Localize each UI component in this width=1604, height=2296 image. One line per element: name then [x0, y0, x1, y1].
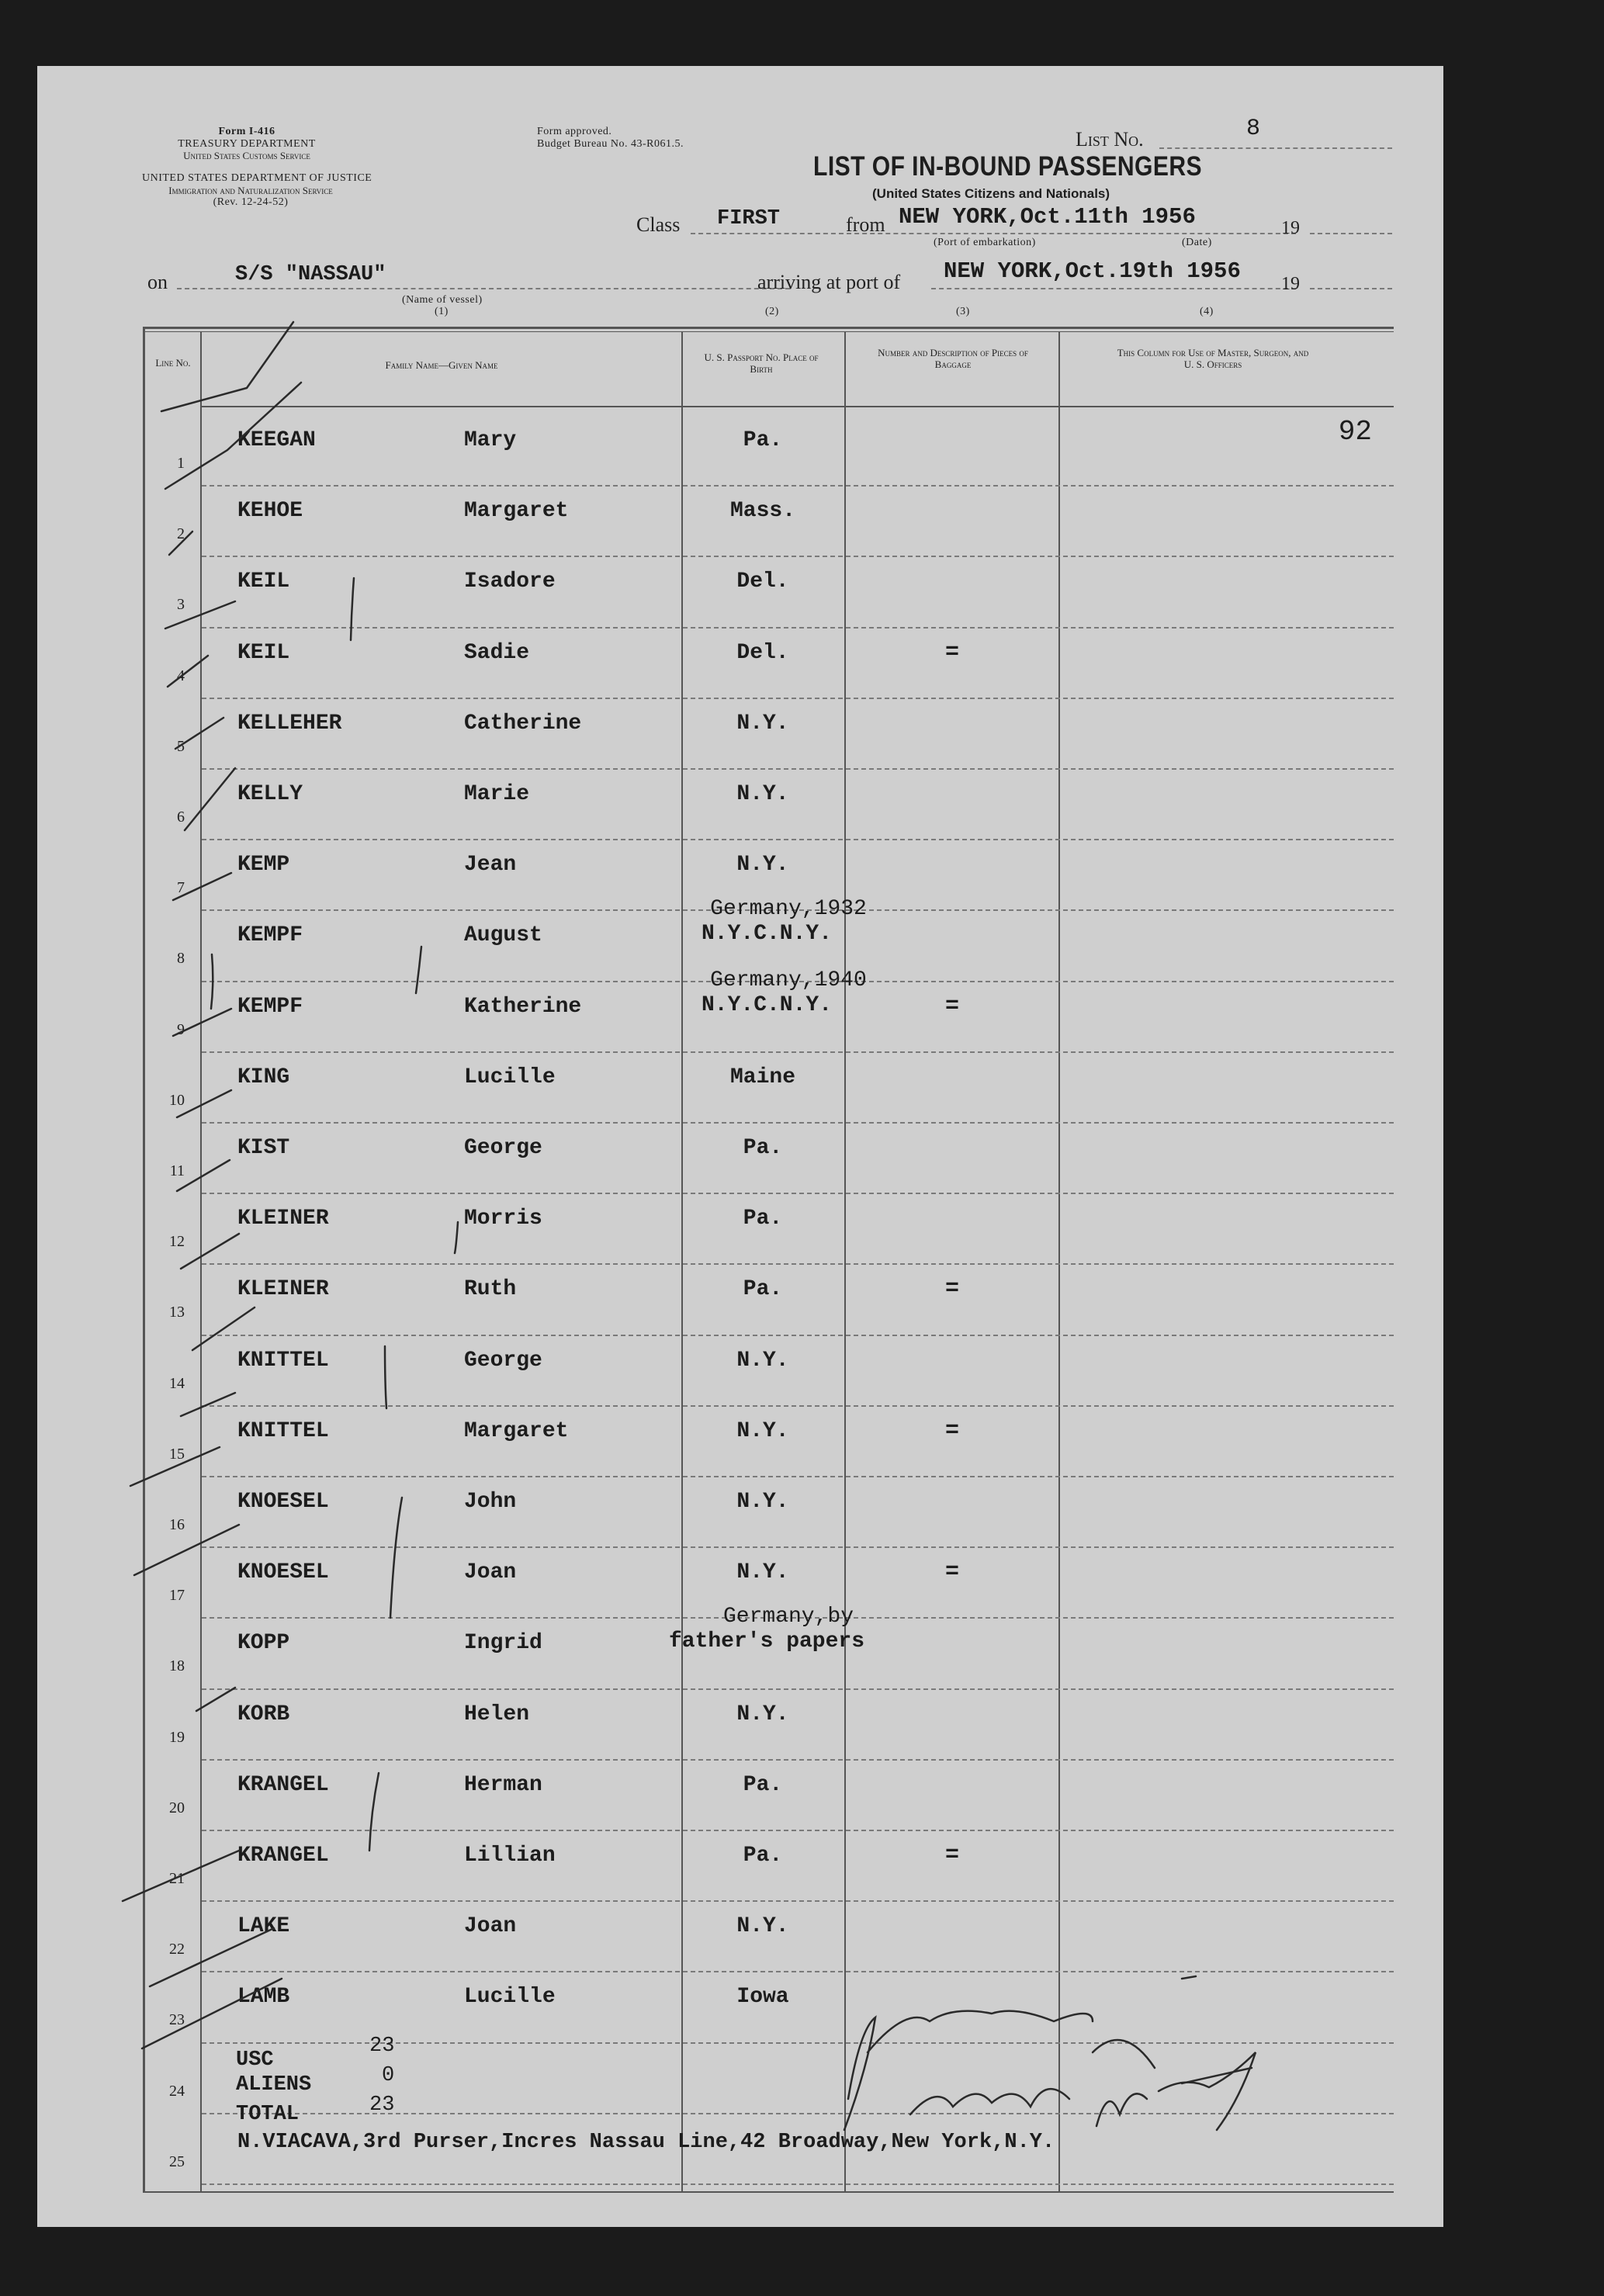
line-number: 19 — [169, 1729, 185, 1746]
manifest-sheet — [37, 66, 1443, 2227]
place-of-birth: Del. — [736, 570, 789, 594]
line-number: 16 — [169, 1516, 185, 1533]
form-subtitle: (United States Citizens and Nationals) — [872, 186, 1110, 201]
given-name: Isadore — [464, 570, 556, 594]
place-of-birth: Pa. — [743, 1277, 783, 1301]
form-approved: Form approved. — [537, 126, 612, 137]
col-header-officers: This Column for Use of Master, Surgeon, and U. S. Officers — [1117, 347, 1309, 370]
place-of-birth: N.Y. — [736, 782, 789, 806]
total-count: 23 — [369, 2093, 395, 2117]
place-of-birth: N.Y. — [736, 1560, 789, 1584]
family-name: KEIL — [237, 570, 290, 594]
col-header-name: Family Name—Given Name — [385, 359, 498, 371]
family-name: KLEINER — [237, 1207, 329, 1231]
col-num-4: (4) — [1200, 306, 1214, 317]
baggage-mark: = — [944, 1559, 959, 1585]
place-of-birth: Germany,1932 — [710, 897, 867, 921]
given-name: Sadie — [464, 641, 530, 665]
year-prefix-1: 19 — [1281, 218, 1300, 238]
line-number: 5 — [177, 738, 185, 755]
line-number: 22 — [169, 1941, 185, 1958]
place-of-birth: Pa. — [743, 1136, 783, 1160]
col-header-passport: U. S. Passport No. Place of Birth — [704, 351, 819, 375]
line-number: 7 — [177, 879, 185, 896]
line-number: 24 — [169, 2083, 185, 2100]
family-name: KEIL — [237, 641, 290, 665]
from-value: NEW YORK,Oct.11th 1956 — [899, 204, 1196, 230]
line-number: 3 — [177, 596, 185, 613]
treasury-dept: TREASURY DEPARTMENT — [178, 138, 316, 150]
place-of-birth: Mass. — [729, 499, 795, 523]
given-name: George — [464, 1349, 542, 1373]
given-name: George — [464, 1136, 542, 1160]
given-name: Helen — [464, 1702, 530, 1726]
line-number: 9 — [177, 1021, 185, 1038]
place-of-birth-detail: father's papers — [668, 1629, 865, 1654]
officer-note: 92 — [1338, 416, 1372, 448]
place-of-birth: Pa. — [743, 1844, 783, 1868]
family-name: KEMP — [237, 853, 290, 877]
col-header-line: Line No. — [155, 357, 191, 369]
given-name: Lucille — [464, 1985, 556, 2009]
place-of-birth: Pa. — [743, 428, 783, 452]
form-id: Form I-416 — [218, 126, 275, 137]
line-number: 18 — [169, 1657, 185, 1674]
family-name: KNOESEL — [237, 1490, 329, 1514]
family-name: KORB — [237, 1702, 290, 1726]
given-name: Margaret — [464, 499, 569, 523]
class-label: Class — [636, 213, 681, 236]
place-of-birth: Maine — [729, 1065, 795, 1089]
line-number: 2 — [177, 525, 185, 542]
family-name: KING — [237, 1065, 290, 1089]
line-number: 12 — [169, 1233, 185, 1250]
given-name: August — [464, 923, 542, 947]
given-name: Herman — [464, 1773, 542, 1797]
budget-bureau: Budget Bureau No. 43-R061.5. — [537, 138, 684, 150]
baggage-mark: = — [944, 993, 959, 1020]
place-of-birth: N.Y. — [736, 712, 789, 736]
given-name: Catherine — [464, 712, 582, 736]
total-label: TOTAL — [236, 2103, 300, 2126]
given-name: Morris — [464, 1207, 542, 1231]
place-of-birth-detail: N.Y.C.N.Y. — [701, 922, 833, 946]
handwritten-marks — [37, 66, 1443, 2227]
given-name: Lucille — [464, 1065, 556, 1089]
purser-signoff: N.VIACAVA,3rd Purser,Incres Nassau Line,42 Broadway,New York,N.Y. — [237, 2131, 1055, 2154]
line-number: 8 — [177, 950, 185, 967]
place-of-birth: N.Y. — [736, 853, 789, 877]
place-of-birth: N.Y. — [736, 1490, 789, 1514]
aliens-label: ALIENS — [236, 2073, 312, 2097]
place-of-birth: Iowa — [736, 1985, 789, 2009]
line-number: 6 — [177, 809, 185, 826]
place-of-birth: Germany,1940 — [710, 968, 867, 992]
class-value: FIRST — [717, 207, 781, 230]
vessel-name: S/S "NASSAU" — [235, 263, 386, 286]
line-number: 23 — [169, 2011, 185, 2028]
line-number: 14 — [169, 1375, 185, 1392]
family-name: LAKE — [237, 1914, 290, 1938]
line-number: 15 — [169, 1446, 185, 1463]
customs-service: United States Customs Service — [183, 150, 310, 161]
col-num-3: (3) — [956, 306, 970, 317]
place-of-birth: N.Y. — [736, 1914, 789, 1938]
usc-label: USC — [236, 2048, 274, 2072]
line-number: 10 — [169, 1092, 185, 1109]
baggage-mark: = — [944, 1842, 959, 1868]
family-name: KRANGEL — [237, 1773, 329, 1797]
given-name: Jean — [464, 853, 517, 877]
list-no-label: List No. — [1076, 128, 1144, 151]
place-of-birth: N.Y. — [736, 1702, 789, 1726]
family-name: KEMPF — [237, 923, 303, 947]
line-number: 20 — [169, 1799, 185, 1816]
family-name: KNOESEL — [237, 1560, 329, 1584]
given-name: Ingrid — [464, 1631, 542, 1655]
line-number: 21 — [169, 1870, 185, 1887]
given-name: Katherine — [464, 995, 582, 1019]
given-name: Marie — [464, 782, 530, 806]
place-of-birth: N.Y. — [736, 1419, 789, 1443]
line-number: 13 — [169, 1304, 185, 1321]
baggage-mark: = — [944, 639, 959, 666]
given-name: Margaret — [464, 1419, 569, 1443]
baggage-mark: = — [944, 1276, 959, 1302]
given-name: Mary — [464, 428, 517, 452]
col-header-baggage: Number and Description of Pieces of Baggage — [878, 347, 1028, 370]
form-title: LIST OF IN-BOUND PASSENGERS — [813, 151, 1203, 182]
family-name: KELLEHER — [237, 712, 342, 736]
given-name: Lillian — [464, 1844, 556, 1868]
line-number: 1 — [177, 455, 185, 472]
family-name: KELLY — [237, 782, 303, 806]
family-name: KNITTEL — [237, 1419, 329, 1443]
place-of-birth: Germany,by — [722, 1605, 854, 1629]
given-name: John — [464, 1490, 517, 1514]
line-number: 25 — [169, 2153, 185, 2170]
col-num-1: (1) — [435, 306, 449, 317]
family-name: KIST — [237, 1136, 290, 1160]
given-name: Joan — [464, 1560, 517, 1584]
family-name: KEHOE — [237, 499, 303, 523]
aliens-count: 0 — [382, 2064, 395, 2087]
family-name: KRANGEL — [237, 1844, 329, 1868]
arriving-label: arriving at port of — [757, 271, 901, 293]
arriving-value: NEW YORK,Oct.19th 1956 — [944, 258, 1241, 284]
list-no-value: 8 — [1246, 116, 1261, 142]
place-of-birth: Pa. — [743, 1773, 783, 1797]
col-num-2: (2) — [765, 306, 779, 317]
place-of-birth: N.Y. — [736, 1349, 789, 1373]
on-label: on — [147, 271, 168, 293]
port-embark-caption: (Port of embarkation) — [934, 237, 1036, 248]
given-name: Joan — [464, 1914, 517, 1938]
family-name: KLEINER — [237, 1277, 329, 1301]
vessel-caption: (Name of vessel) — [402, 294, 483, 306]
line-number: 17 — [169, 1587, 185, 1604]
family-name: LAMB — [237, 1985, 290, 2009]
place-of-birth: Pa. — [743, 1207, 783, 1231]
date-caption: (Date) — [1182, 237, 1212, 248]
family-name: KEEGAN — [237, 428, 316, 452]
place-of-birth: Del. — [736, 641, 789, 665]
usc-count: 23 — [369, 2035, 395, 2058]
family-name: KEMPF — [237, 995, 303, 1019]
place-of-birth-detail: N.Y.C.N.Y. — [701, 993, 833, 1017]
family-name: KOPP — [237, 1631, 290, 1655]
baggage-mark: = — [944, 1418, 959, 1444]
justice-dept: UNITED STATES DEPARTMENT OF JUSTICE — [142, 172, 372, 184]
ins-service: Immigration and Naturalization Service — [168, 185, 333, 196]
family-name: KNITTEL — [237, 1349, 329, 1373]
year-prefix-2: 19 — [1281, 274, 1300, 294]
line-number: 11 — [169, 1162, 185, 1179]
line-number: 4 — [177, 667, 185, 684]
form-revision: (Rev. 12-24-52) — [213, 196, 289, 208]
from-label: from — [846, 213, 885, 236]
given-name: Ruth — [464, 1277, 517, 1301]
